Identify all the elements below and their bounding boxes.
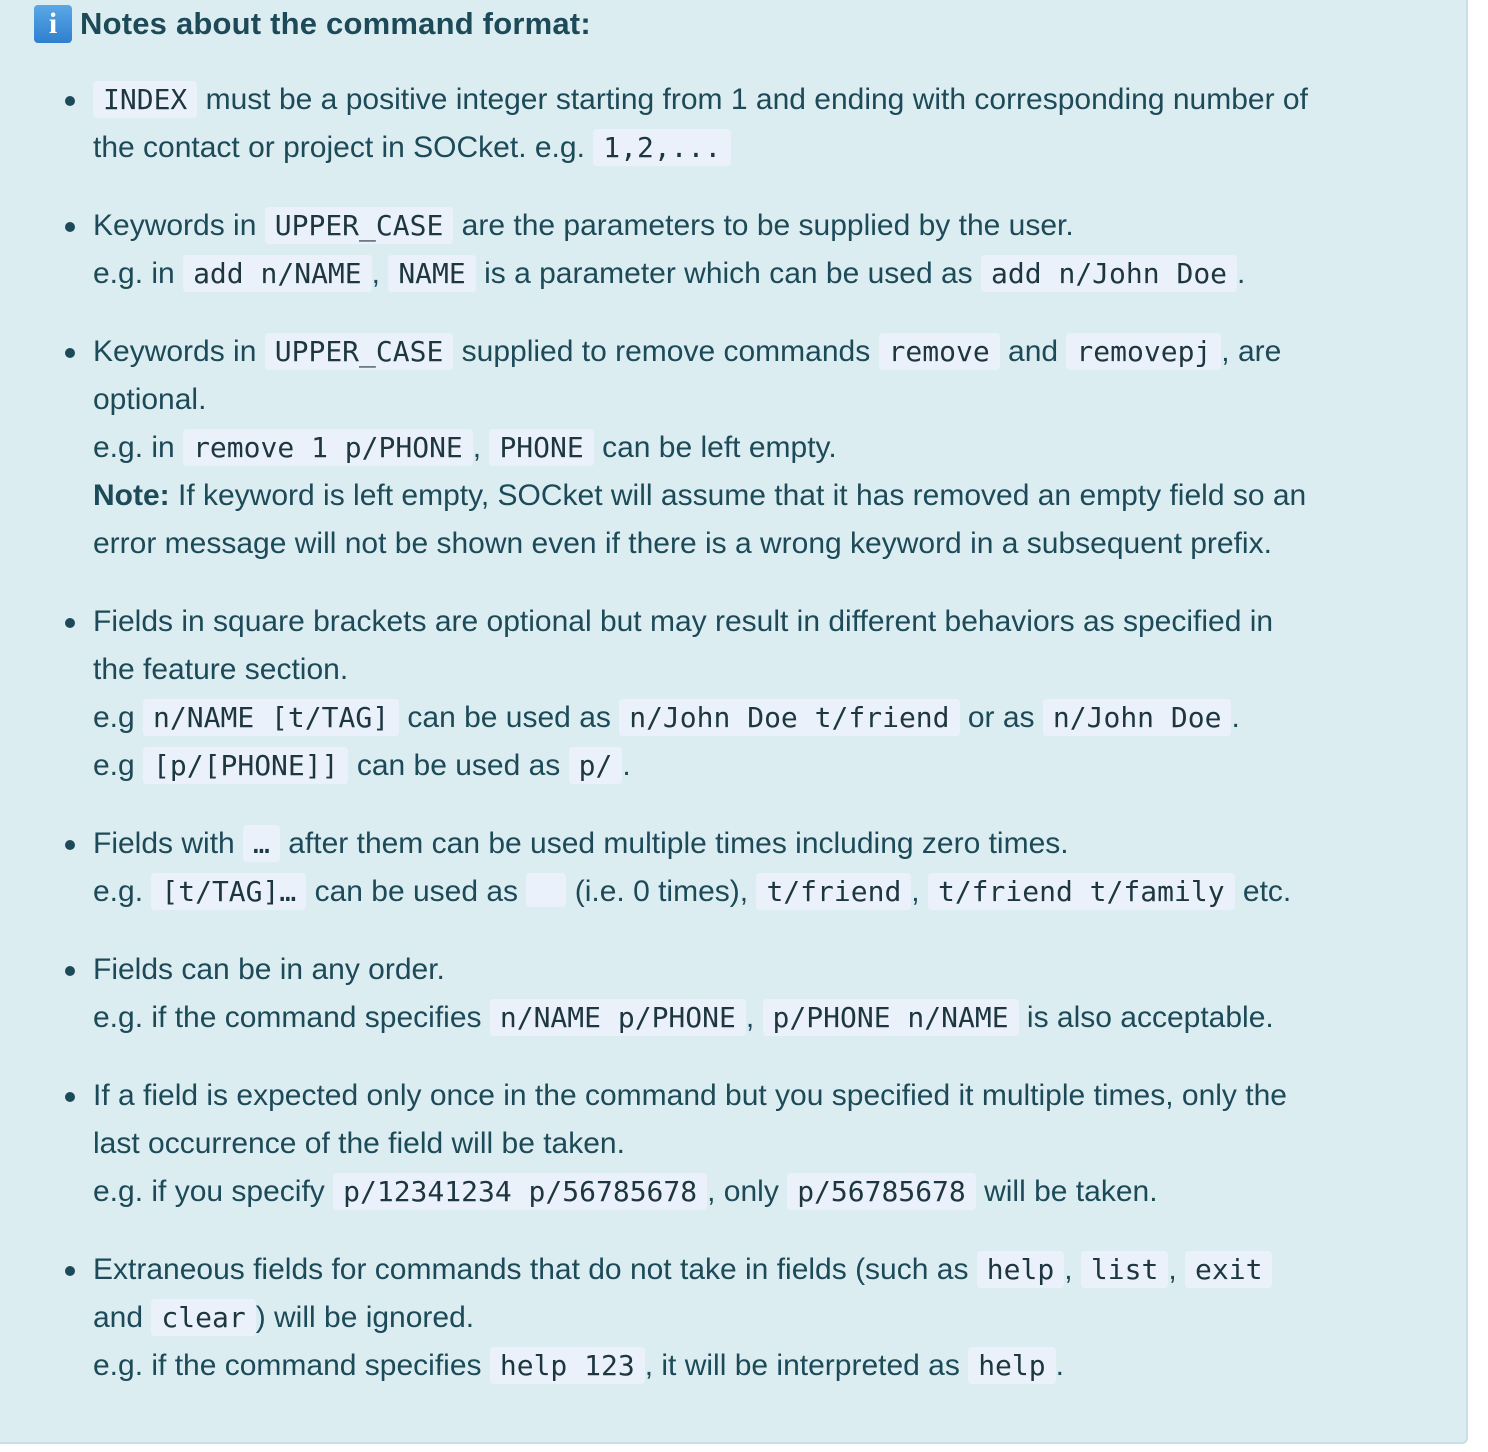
note-text: will be taken. [975,1175,1158,1208]
note-text: e.g. if the command specifies [93,1001,490,1034]
note-text: . [1055,1349,1064,1382]
code-snippet: 1,2,... [593,129,731,166]
note-text: Fields can be in any order. [93,953,445,986]
note-remove-optional [0,328,1440,568]
note-text: Fields in square brackets are optional but may result in different behaviors as specified in [93,605,1274,638]
note-text: can be used as [348,749,569,782]
note-text: (i.e. 0 times), [566,875,757,908]
callout-title: Notes about the command format: [80,6,591,41]
note-text: e.g. if the command specifies [93,1349,490,1382]
code-snippet: n/John Doe [1043,699,1232,736]
code-snippet: exit [1185,1251,1272,1288]
code-snippet: list [1081,1251,1168,1288]
note-text: optional. [93,383,207,416]
callout-header [34,4,591,44]
note-text: , [911,875,928,908]
notes-list [0,76,1440,1420]
code-snippet: p/12341234 p/56785678 [333,1173,707,1210]
code-snippet: UPPER_CASE [265,207,454,244]
note-text: error message will not be shown even if there is a wrong keyword in a subsequent prefix. [93,527,1272,560]
note-text: Fields with [93,827,244,860]
note-text: e.g [93,701,144,734]
note-text: , only [707,1175,788,1208]
note-upper-case [0,202,1440,298]
note-text: the feature section. [93,653,349,686]
note-text: e.g. [93,875,152,908]
code-snippet: help [968,1347,1055,1384]
note-text: and [93,1301,152,1334]
note-square-brackets [0,598,1440,790]
note-label: Note: [93,479,170,512]
code-snippet: t/friend [756,873,911,910]
code-snippet: t/friend t/family [928,873,1235,910]
note-index [0,76,1440,172]
code-snippet: add n/John Doe [981,255,1237,292]
note-text: the contact or project in SOCket. e.g. [93,131,594,164]
code-snippet: help [977,1251,1064,1288]
note-text: If a field is expected only once in the command but you specified it multiple times, only the [93,1079,1287,1112]
note-text: , [371,257,389,290]
note-text: , [745,1001,763,1034]
note-text: must be a positive integer starting from 1 and ending with corresponding number of [197,83,1308,116]
note-text: or as [959,701,1043,734]
note-text: is a parameter which can be used as [475,257,982,290]
code-snippet: p/ [569,747,623,784]
code-snippet: … [243,825,280,862]
note-text: etc. [1234,875,1292,908]
code-snippet: removepj [1066,333,1221,370]
note-text: e.g. in [93,431,184,464]
code-snippet: add n/NAME [183,255,372,292]
code-snippet: p/56785678 [787,1173,976,1210]
note-last-occurrence [0,1072,1440,1216]
code-snippet: remove 1 p/PHONE [183,429,473,466]
note-any-order [0,946,1440,1042]
note-text: Keywords in [93,209,265,242]
note-text: can be used as [399,701,620,734]
note-text: . [1237,257,1246,290]
note-text: , are [1221,335,1282,368]
note-text: ) will be ignored. [255,1301,475,1334]
note-extraneous-fields [0,1246,1440,1390]
code-snippet: PHONE [489,429,593,466]
note-text: can be used as [306,875,527,908]
note-text: . [1231,701,1240,734]
note-text: last occurrence of the field will be taken. [93,1127,625,1160]
code-snippet: n/John Doe t/friend [619,699,959,736]
code-snippet: [p/[PHONE]] [143,747,348,784]
note-text: e.g. in [93,257,184,290]
note-text: after them can be used multiple times including zero times. [279,827,1069,860]
note-text: can be left empty. [593,431,837,464]
code-snippet: clear [151,1299,255,1336]
code-snippet: p/PHONE n/NAME [763,999,1019,1036]
note-text: e.g. if you specify [93,1175,334,1208]
empty-code-snippet [526,873,566,907]
code-snippet: help 123 [490,1347,645,1384]
code-snippet: INDEX [93,81,197,118]
note-ellipsis-fields [0,820,1440,916]
note-text: , [472,431,490,464]
note-text: Extraneous fields for commands that do not take in fields (such as [93,1253,977,1286]
note-text: If keyword is left empty, SOCket will assume that it has removed an empty field so an [169,479,1307,512]
note-text: e.g [93,749,144,782]
code-snippet: NAME [388,255,475,292]
note-text: supplied to remove commands [453,335,879,368]
note-text: , it will be interpreted as [644,1349,969,1382]
note-text: , [1064,1253,1081,1286]
info-icon: i [34,5,72,43]
note-text: are the parameters to be supplied by the user. [453,209,1074,242]
code-snippet: n/NAME p/PHONE [490,999,746,1036]
note-text: . [622,749,631,782]
code-snippet: n/NAME [t/TAG] [143,699,399,736]
note-text: Keywords in [93,335,265,368]
note-text: and [999,335,1067,368]
note-text: , [1168,1253,1186,1286]
code-snippet: UPPER_CASE [265,333,454,370]
code-snippet: [t/TAG]… [151,873,306,910]
code-snippet: remove [879,333,1000,370]
note-text: is also acceptable. [1018,1001,1274,1034]
